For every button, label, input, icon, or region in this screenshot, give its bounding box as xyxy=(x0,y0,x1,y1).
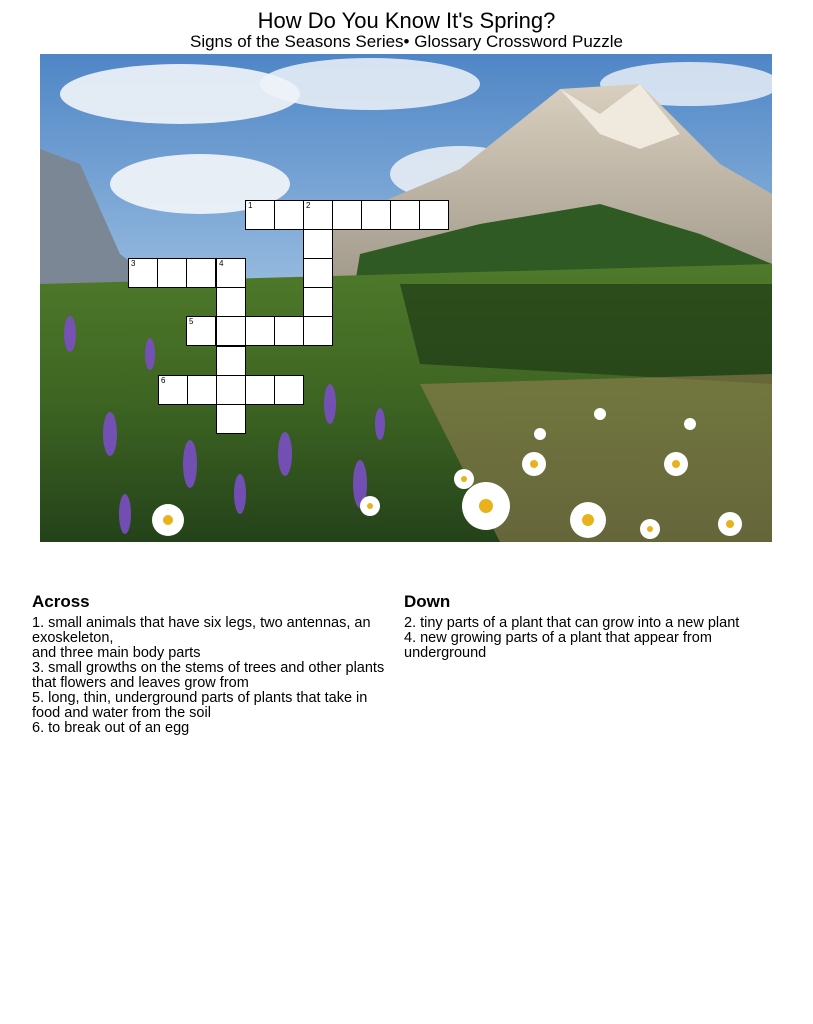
crossword-cell[interactable] xyxy=(303,258,333,288)
clue-number: 1 xyxy=(248,201,253,210)
clue-number: 2 xyxy=(306,201,311,210)
crossword-cell[interactable] xyxy=(332,200,362,230)
clue-across-1-cont: and three main body parts xyxy=(32,645,201,661)
crossword-cell[interactable] xyxy=(128,258,158,288)
crossword-cell[interactable] xyxy=(245,316,275,346)
clue-number: 4 xyxy=(219,259,224,268)
page-subtitle: Signs of the Seasons Series• Glossary Crossword Puzzle xyxy=(189,32,624,51)
crossword-cell[interactable] xyxy=(274,316,304,346)
clue-across-5: 5. long, thin, underground parts of plants that take in food and water from the soil xyxy=(32,690,368,721)
clue-down-2: 2. tiny parts of a plant that can grow into a new plant xyxy=(404,615,740,631)
crossword-cell[interactable] xyxy=(419,200,449,230)
clue-number: 3 xyxy=(131,259,136,268)
crossword-cell[interactable] xyxy=(216,316,246,346)
clue-down-4: 4. new growing parts of a plant that appear from underground xyxy=(404,630,712,661)
down-clues xyxy=(404,616,749,661)
crossword-cell[interactable] xyxy=(390,200,420,230)
clue-across-3: 3. small growths on the stems of trees and other plants that flowers and leaves grow from xyxy=(32,660,385,691)
crossword-cell[interactable] xyxy=(157,258,187,288)
crossword-cell[interactable] xyxy=(303,287,333,317)
crossword-cell[interactable] xyxy=(216,375,246,405)
crossword-cell[interactable] xyxy=(245,375,275,405)
crossword-cell[interactable] xyxy=(303,200,333,230)
crossword-cell[interactable] xyxy=(216,258,246,288)
crossword-cell[interactable] xyxy=(303,229,333,259)
clue-across-6: 6. to break out of an egg xyxy=(32,720,190,736)
crossword-cell[interactable] xyxy=(216,404,246,434)
crossword-cell[interactable] xyxy=(274,200,304,230)
crossword-cell[interactable] xyxy=(245,200,275,230)
clue-across-1: 1. small animals that have six legs, two antennas, an exoskeleton, xyxy=(32,615,371,646)
crossword-cell[interactable] xyxy=(186,316,216,346)
crossword-cell[interactable] xyxy=(216,346,246,376)
crossword-cell[interactable] xyxy=(274,375,304,405)
down-heading: Down xyxy=(404,592,451,611)
across-heading: Across xyxy=(32,592,90,611)
crossword-grid xyxy=(40,54,772,542)
across-clues xyxy=(32,616,387,736)
clue-number: 5 xyxy=(189,317,194,326)
crossword-cell[interactable] xyxy=(158,375,188,405)
clue-number: 6 xyxy=(161,376,166,385)
crossword-cell[interactable] xyxy=(303,316,333,346)
crossword-cell[interactable] xyxy=(187,375,217,405)
page-title: How Do You Know It's Spring? xyxy=(257,8,556,33)
crossword-cell[interactable] xyxy=(216,287,246,317)
crossword-cell[interactable] xyxy=(361,200,391,230)
crossword-cell[interactable] xyxy=(186,258,216,288)
